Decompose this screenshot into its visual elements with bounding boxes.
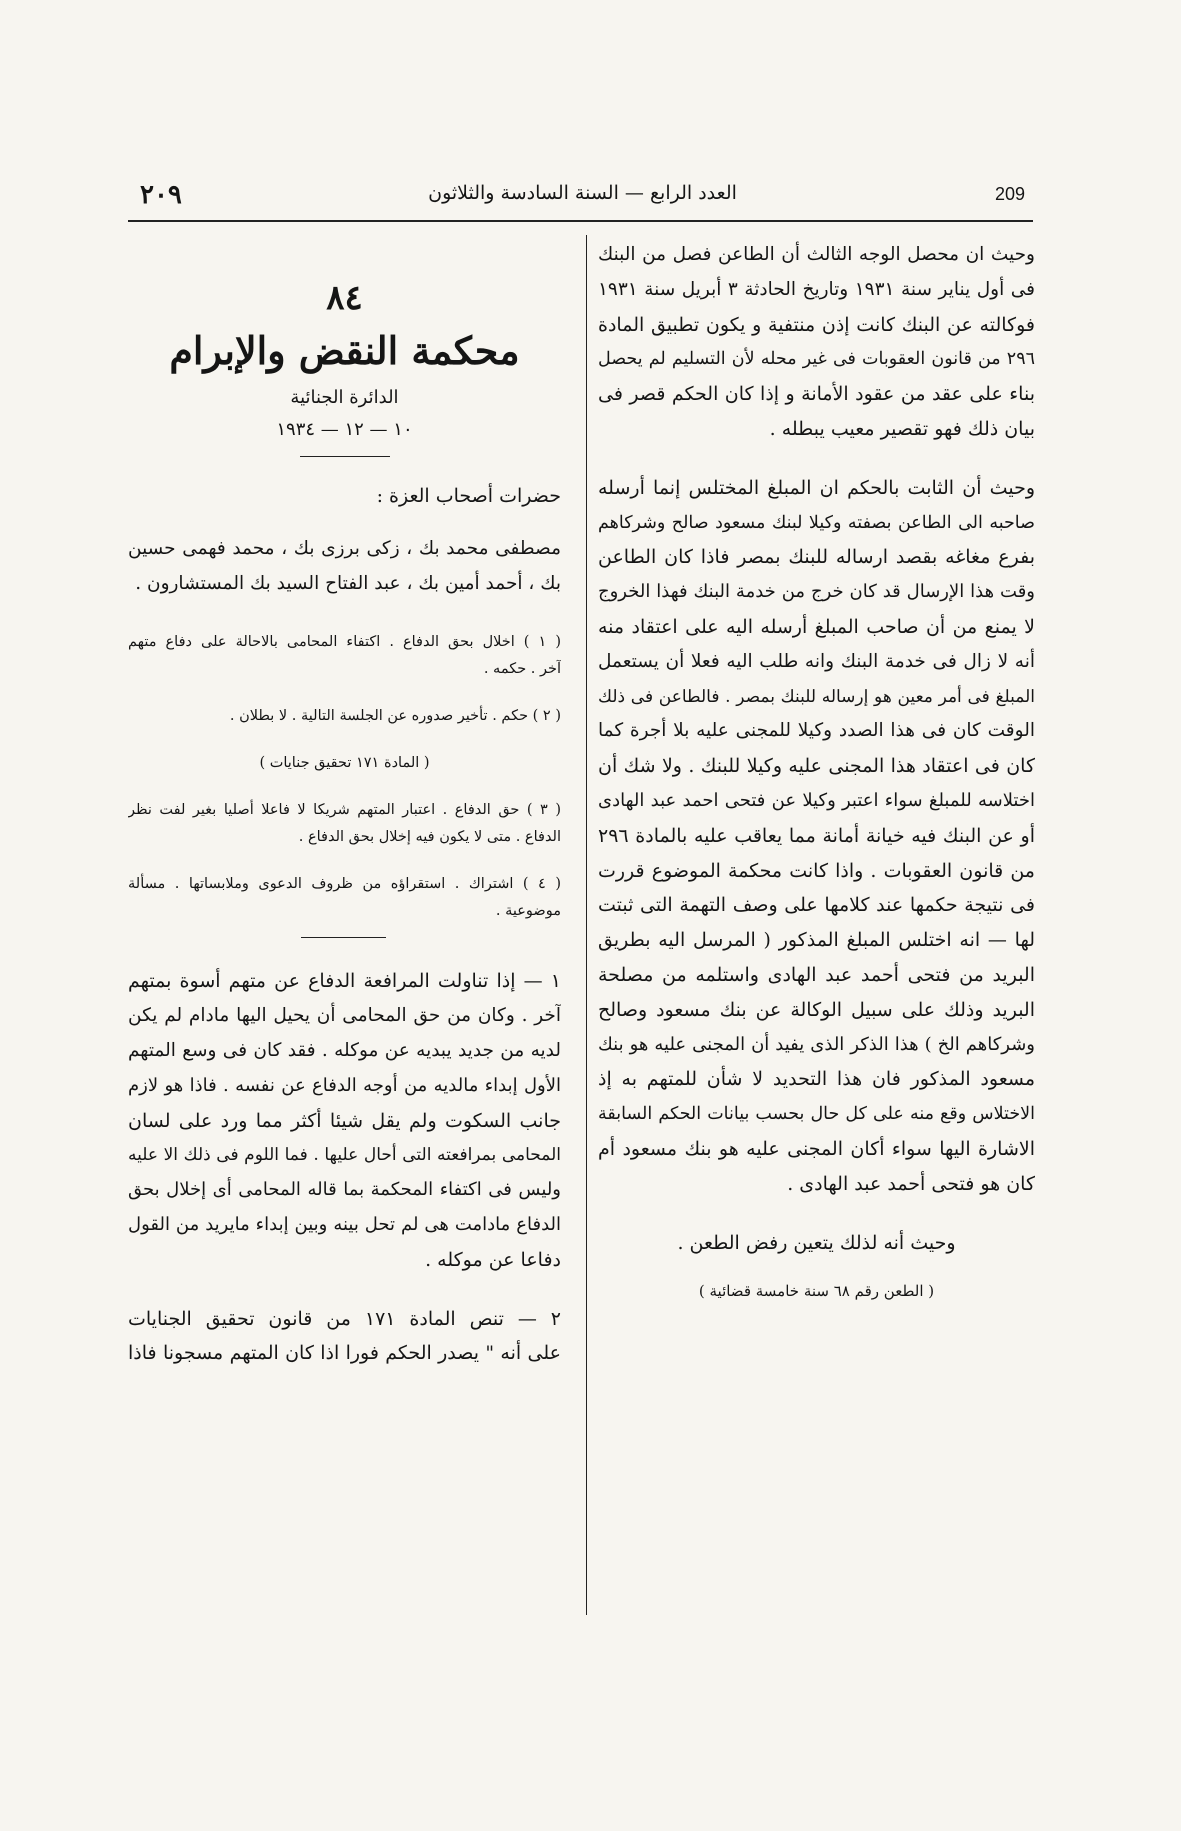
column-divider — [586, 235, 587, 1615]
text-line: اختلاسه للمبلغ سواء اعتبر وكيلا عن فتحى احمد عبد الهادى — [598, 789, 1035, 811]
text-line: جانب السكوت ولم يقل شيئا أكثر مما ورد على لسان — [128, 1109, 561, 1132]
text-line: فوكالته عن البنك كانت إذن منتفية و يكون تطبيق المادة — [598, 313, 1035, 336]
text-line: الوقت كان فى هذا الصدد وكيلا للمجنى عليه بلا أجرة كما — [598, 720, 1035, 742]
paragraph — [128, 964, 561, 1277]
text-line: وليس فى اكتفاء المحكمة بما قاله المحامى أى إخلال بحق — [128, 1179, 561, 1201]
text-line: الاختلاس وقع منه على كل حال بحسب بيانات الحكم السابقة — [598, 1104, 1035, 1125]
text-line: صاحبه الى الطاعن بصفته وكيلا لبنك مسعود صالح وشركاهم — [598, 512, 1035, 533]
text-line: وحيث أنه لذلك يتعين رفض الطعن . — [677, 1231, 956, 1254]
page-header — [140, 180, 1025, 216]
text-line: ١ — إذا تناولت المرافعة الدفاع عن متهم أسوة بمتهم — [128, 970, 561, 993]
text-line: كان فى اعتقاد هذا المجنى عليه وكيلا للبنك . ولا شك أن — [598, 755, 1035, 778]
page-number-arabic: ٢٠٩ — [140, 180, 182, 210]
page-number-latin: 209 — [994, 184, 1025, 204]
note-line: ( ٢ ) حكم . تأخير صدوره عن الجلسة التالية . لا بطلان . — [229, 708, 561, 725]
note-line: الدفاع . متى لا يكون فيه إخلال بحق الدفاع . — [298, 829, 561, 846]
summary-note — [128, 629, 561, 683]
text-line: وحيث ان محصل الوجه الثالث أن الطاعن فصل من البنك — [598, 244, 1035, 265]
text-line: لديه من جديد يبديه عن موكله . فقد كان فى وسع المتهم — [128, 1039, 561, 1061]
text-line: بناء على عقد من عقود الأمانة و إذا كان الحكم قصر فى — [598, 383, 1035, 406]
text-line: المبلغ فى أمر معين هو إرساله للبنك بمصر . فالطاعن فى ذلك — [598, 686, 1035, 707]
paragraph — [598, 238, 1035, 447]
text-line: الأول إبداء مالديه من أوجه الدفاع عن نفسه . فاذا هو لازم — [128, 1074, 561, 1096]
left-column — [128, 238, 561, 1395]
summary-note — [128, 871, 561, 925]
note-line: ( المادة ١٧١ تحقيق جنايات ) — [259, 755, 430, 772]
note-line: ( ٤ ) اشتراك . استقراؤه من ظروف الدعوى وملابساتها . مسألة — [128, 876, 561, 893]
court-name: محكمة النقض والإبرام — [169, 328, 520, 373]
text-line: البريد وذلك على سبيل الوكالة عن بنك مسعود وصالح — [598, 998, 1035, 1021]
divider — [300, 456, 390, 457]
summary-note — [128, 750, 561, 777]
text-line: مسعود المذكور فان هذا التحديد لا شأن للمتهم به إذ — [598, 1068, 1035, 1091]
text-line: ٢ — تنص المادة ١٧١ من قانون تحقيق الجنايات — [128, 1307, 561, 1330]
text-line: لها — انه اختلس المبلغ المذكور ( المرسل اليه بطريق — [598, 929, 1035, 952]
text-line: لا يمنع من أن صاحب المبلغ أرسله اليه على اعتقاد منه — [598, 615, 1035, 638]
paragraph — [128, 1302, 561, 1372]
judges-line: مصطفى محمد بك ، زكى برزى بك ، محمد فهمى حسين — [128, 537, 561, 559]
divider — [301, 937, 386, 938]
text-line: وقت هذا الإرسال قد كان خرج من خدمة البنك فهذا الخروج — [598, 581, 1035, 603]
summary-note — [128, 797, 561, 851]
text-line: فى نتيجة حكمها عند كلامها على وصف التهمة التى ثبتت — [598, 894, 1035, 917]
text-line: آخر . وكان من حق المحامى أن يحيل اليها مادام لم يكن — [128, 1005, 561, 1027]
attendance-heading: حضرات أصحاب العزة : — [376, 485, 561, 507]
text-line: دفاعا عن موكله . — [425, 1248, 561, 1271]
text-line: البريد من فتحى أحمد عبد الهادى واستلمه من مصلحة — [598, 963, 1035, 986]
text-line: بيان ذلك فهو تقصير معيب يبطله . — [769, 417, 1035, 440]
text-line: أنه لا زال فى خدمة البنك وانه طلب اليه فعلا أن يستعمل — [598, 650, 1035, 672]
text-line: فى أول يناير سنة ١٩٣١ وتاريخ الحادثة ٣ أبريل سنة ١٩٣١ — [598, 278, 1035, 300]
case-number: ٨٤ — [326, 278, 363, 318]
note-line: ( ١ ) اخلال بحق الدفاع . اكتفاء المحامى بالاحالة على دفاع متهم — [128, 634, 561, 651]
text-line: أو عن البنك فيه خيانة أمانة مما يعاقب عليه بالمادة ٢٩٦ — [598, 824, 1035, 847]
summary-note — [128, 703, 561, 730]
note-line: ( ٣ ) حق الدفاع . اعتبار المتهم شريكا لا فاعلا أصليا بغير لفت نظر — [128, 802, 561, 819]
right-column — [598, 238, 1035, 1309]
text-line: وشركاهم الخ ) هذا الذكر الذى يفيد أن المجنى عليه هو بنك — [598, 1033, 1035, 1055]
judgment-date: ١٠ — ١٢ — ١٩٣٤ — [276, 419, 413, 440]
note-line: موضوعية . — [495, 903, 561, 920]
text-line: بفرع مغاغه بقصد ارساله للبنك بمصر فاذا كان الطاعن — [598, 546, 1035, 569]
text-line: على أنه " يصدر الحكم فورا اذا كان المتهم مسجونا فاذا — [128, 1342, 561, 1365]
text-line: من قانون العقوبات . واذا كانت محكمة الموضوع قررت — [598, 859, 1035, 882]
paragraph — [598, 471, 1035, 1202]
text-line: الاشارة اليها سواء أكان المجنى عليه هو بنك مسعود أم — [598, 1137, 1035, 1160]
judges-line: بك ، أحمد أمين بك ، عبد الفتاح السيد بك المستشارون . — [135, 572, 561, 594]
text-line: الدفاع مادامت هى لم تحل بينه وبين إبداء مايريد من القول — [128, 1213, 561, 1235]
text-line: كان هو فتحى أحمد عبد الهادى . — [787, 1172, 1035, 1195]
spacer — [128, 514, 561, 532]
note-line: آخر . حكمه . — [483, 661, 561, 678]
case-reference: ( الطعن رقم ٦٨ سنة خامسة قضائية ) — [698, 1282, 935, 1301]
text-line: ٢٩٦ من قانون العقوبات فى غير محله لأن التسليم لم يحصل — [598, 349, 1035, 370]
text-line: وحيث أن الثابت بالحكم ان المبلغ المختلس إنما أرسله — [598, 476, 1035, 499]
court-circuit: الدائرة الجنائية — [290, 387, 399, 408]
text-line: المحامى بمرافعته التى أحال عليها . فما اللوم فى ذلك الا عليه — [128, 1145, 561, 1166]
header-rule — [128, 220, 1033, 222]
paragraph — [598, 1226, 1035, 1261]
running-title: العدد الرابع — السنة السادسة والثلاثون — [428, 182, 737, 204]
